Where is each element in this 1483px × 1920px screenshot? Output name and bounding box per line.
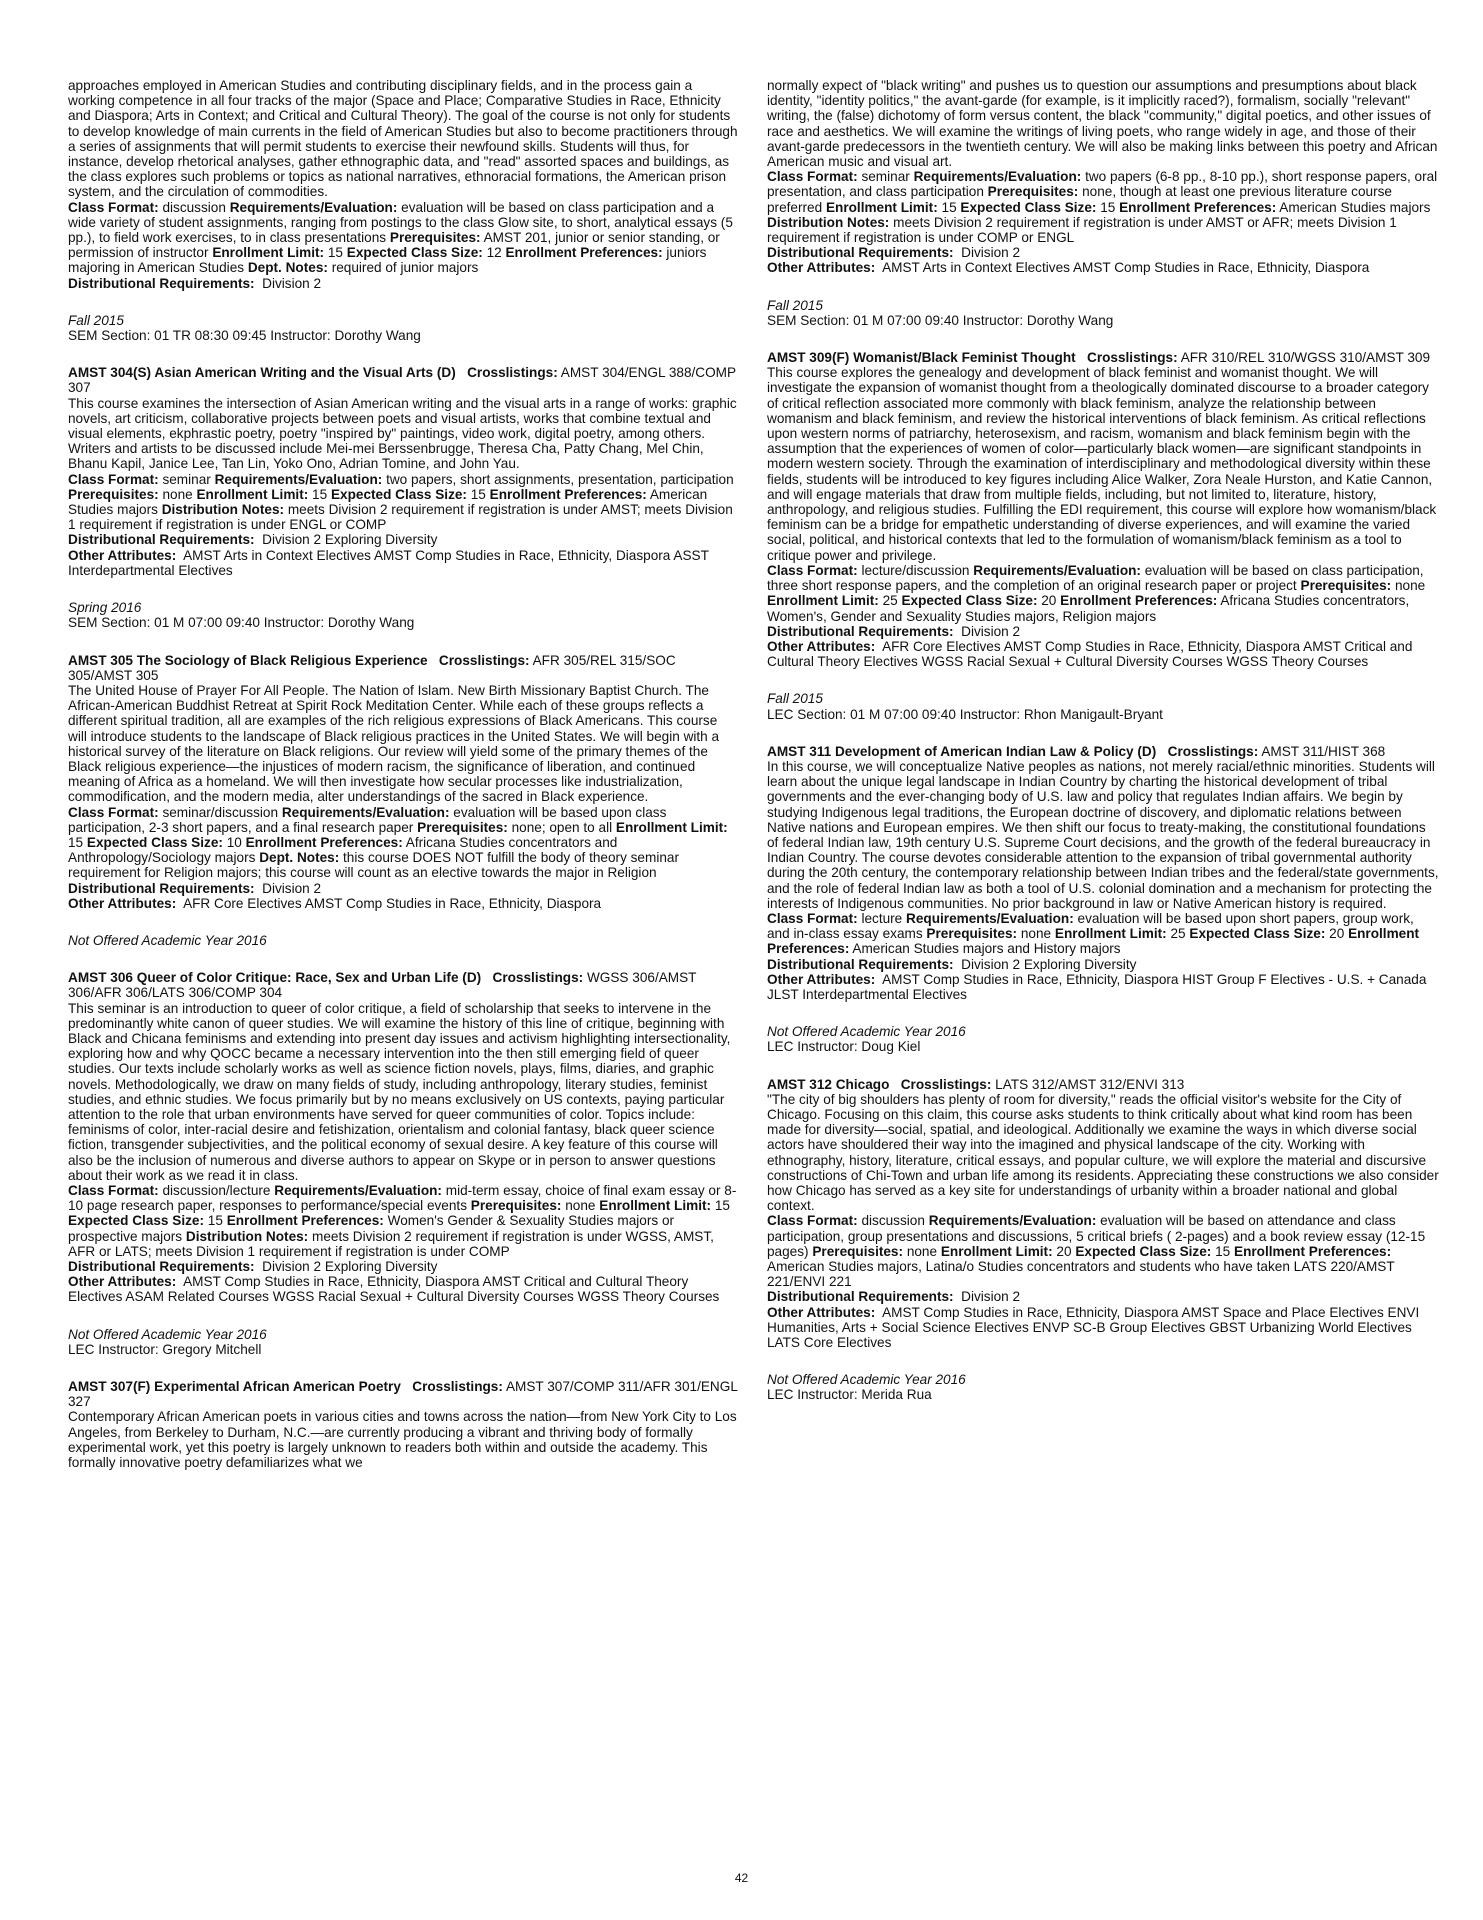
course-entry-amst-309 (767, 350, 1439, 722)
distributional-requirements: Distributional Requirements: Division 2 (767, 623, 1021, 639)
course-title: AMST 306 Queer of Color Critique: Race, Sex and Urban Life (D) Crosslistings: WGSS 306/AMST 306/AFR 306/LATS 306/COMP 304 (68, 970, 697, 1001)
course-title: AMST 305 The Sociology of Black Religious Experience Crosslistings: AFR 305/REL 315/SOC 305/AMST 305 (68, 652, 676, 683)
course-description: This course examines the intersection of Asian American writing and the visual arts in a range of works: graphic novels, art criticism, collaborative projects between poets and visual artists, works that combine textual and visual elements, ekphrastic poetry, poetry "inspired by" paintings, video work, digital poetry, among others. Writers and artists to be discussed include Mei-mei Berssenbrugge, Theresa Cha, Patty Chang, Mel Chin, Bhanu Kapil, Janice Lee, Tan Lin, Yoko Ono, Adrian Tomine, and John Yau. (68, 395, 737, 472)
distributional-requirements: Distributional Requirements: Division 2 Exploring Diversity (68, 1259, 438, 1275)
course-title: AMST 312 Chicago Crosslistings: LATS 312/AMST 312/ENVI 313 (767, 1076, 1185, 1092)
course-entry-continued (68, 78, 738, 343)
page-number: 42 (734, 1871, 749, 1885)
course-entry-amst-306 (68, 970, 738, 1357)
section-line: LEC Instructor: Merida Rua (767, 1387, 932, 1403)
course-details: Class Format: lecture/discussion Requirements/Evaluation: evaluation will be based on class participation, three short response papers, and the completion of an original research paper or project Prerequisites: none Enrollment Limit: 25 Expected Class Size: 20 Enrollment Preferences: Africana Studies concentrators, Women's, Gender and Sexuality Studies majors, Religion majors (767, 562, 1426, 624)
course-entry-amst-312 (767, 1077, 1439, 1403)
other-attributes: Other Attributes: AFR Core Electives AMST Comp Studies in Race, Ethnicity, Diaspora AMST Critical and Cultural Theory Electives WGSS Racial Sexual + Cultural Diversity Courses WGSS Theory Courses (767, 638, 1413, 670)
distributional-requirements: Distributional Requirements: Division 2 (767, 1289, 1021, 1305)
course-details: Class Format: seminar Requirements/Evaluation: two papers, short assignments, presentation, participation Prerequisites: none Enrollment Limit: 15 Expected Class Size: 15 Enrollment Preferences: American Studies majors Distribution Notes: meets Division 2 requirement if registration is under AMST; meets Division 1 requirement if registration is under ENGL or COMP (68, 471, 734, 533)
course-details: Class Format: seminar Requirements/Evaluation: two papers (6-8 pp., 8-10 pp.), short response papers, oral presentation, and class participation Prerequisites: none, though at least one previous literature course preferred Enrollment Limit: 15 Expected Class Size: 15 Enrollment Preferences: American Studies majors Distribution Notes: meets Division 2 requirement if registration is under AMST or AFR; meets Division 1 requirement if registration is under COMP or ENGL (767, 169, 1438, 246)
distributional-requirements: Distributional Requirements: Division 2 (68, 880, 322, 896)
course-title: AMST 309(F) Womanist/Black Feminist Thought Crosslistings: AFR 310/REL 310/WGSS 310/AMST 309 (767, 350, 1431, 366)
term-label: Fall 2015 (767, 297, 823, 313)
section-line: SEM Section: 01 M 07:00 09:40 Instructor: Dorothy Wang (767, 312, 1114, 328)
course-title: AMST 311 Development of American Indian Law & Policy (D) Crosslistings: AMST 311/HIST 368 (767, 743, 1386, 759)
distributional-requirements: Distributional Requirements: Division 2 Exploring Diversity (68, 532, 438, 548)
section-line: SEM Section: 01 M 07:00 09:40 Instructor: Dorothy Wang (68, 615, 415, 631)
course-details: Class Format: discussion Requirements/Evaluation: evaluation will be based on class participation and a wide variety of student assignments, ranging from postings to the class Glow site, to short, analytical essays (5 pp.), to field work exercises, to in class presentations Prerequisites: AMST 201, junior or senior standing, or permission of instructor Enrollment Limit: 15 Expected Class Size: 12 Enrollment Preferences: juniors majoring in American Studies Dept. Notes: required of junior majors (68, 199, 733, 276)
course-entry-amst-305 (68, 653, 738, 949)
section-line: LEC Section: 01 M 07:00 09:40 Instructor: Rhon Manigault-Bryant (767, 706, 1163, 722)
section-line: LEC Instructor: Doug Kiel (767, 1039, 921, 1055)
course-entry-amst-304 (68, 365, 738, 630)
course-description: In this course, we will conceptualize Native peoples as nations, not merely racial/ethnic minorities. Students will learn about the unique legal landscape in Indian Country by charting the historical development of tribal governments and the ever-changing body of U.S. law and policy that regulates Indian affairs. We begin by studying Indigenous legal traditions, the European doctrine of discovery, and diplomatic relations between Native nations and European empires. We then shift our focus to treaty-making, the constitutional foundations of federal Indian law, 19th century U.S. Supreme Court decisions, and the growth of the federal bureaucracy in Indian Country. The course devotes considerable attention to the expansion of tribal governmental authority during the 20th century, the contemporary relationship between Indian tribes and the federal/state governments, and the role of federal Indian law as both a tool of U.S. colonial domination and a mechanism for protecting the interests of Indigenous communities. No prior background in law or Native American history is required. (767, 758, 1439, 911)
course-description: This course explores the genealogy and development of black feminist and womanist thought. We will investigate the expansion of womanist thought from a theologically dominated discourse to a broader category of critical reflection associated more commonly with black feminism, analyze the relationship between womanism and black feminism, and review the historical interventions of black feminism. As critical reflections upon western norms of patriarchy, heterosexism, and racism, womanism and black feminism begin with the assumption that the experiences of women of color—particularly black women—are significant standpoints in modern western society. Through the examination of interdisciplinary and methodological diversity within these fields, students will be introduced to key figures including Alice Walker, Zora Neale Hurston, and Katie Cannon, and will engage materials that draw from multiple fields, including, but not limited to, literature, history, anthropology, and religious studies. Fulfilling the EDI requirement, this course will explore how womanism/black feminism can be a bridge for empathetic understanding of diverse experiences, and will examine the varied social, political, and historical contexts that led to the formulation of womanism/black feminism as a tool to critique power and privilege. (767, 365, 1437, 563)
section-line: LEC Instructor: Gregory Mitchell (68, 1341, 262, 1357)
course-title: AMST 304(S) Asian American Writing and the Visual Arts (D) Crosslistings: AMST 304/ENGL 388/COMP 307 (68, 365, 736, 396)
other-attributes: Other Attributes: AMST Comp Studies in Race, Ethnicity, Diaspora AMST Space and Place Electives ENVI Humanities, Arts + Social Science Electives ENVP SC-B Group Electives GBST Urbanizing World Electives LATS Core Electives (767, 1304, 1420, 1351)
term-label: Not Offered Academic Year 2016 (767, 1024, 966, 1040)
term-label: Not Offered Academic Year 2016 (68, 932, 267, 948)
other-attributes: Other Attributes: AMST Comp Studies in Race, Ethnicity, Diaspora AMST Critical and Cultural Theory Electives ASAM Related Courses WGSS Racial Sexual + Cultural Diversity Courses WGSS Theory Courses (68, 1274, 720, 1305)
section-line: SEM Section: 01 TR 08:30 09:45 Instructor: Dorothy Wang (68, 328, 421, 344)
term-label: Not Offered Academic Year 2016 (767, 1372, 966, 1388)
course-description: Contemporary African American poets in various cities and towns across the nation—from New York City to Los Angeles, from Berkeley to Durham, N.C.—are currently producing a vibrant and thriving body of formally experimental work, yet this poetry is largely unknown to readers both within and outside the academy. This formally innovative poetry defamiliarizes what we (68, 1409, 737, 1471)
course-description: The United House of Prayer For All People. The Nation of Islam. New Birth Missionary Baptist Church. The African-American Buddhist Retreat at Spirit Rock Meditation Center. While each of these groups reflects a different spiritual tradition, all are examples of the rich religious expressions of Black Americans. This course will introduce students to the landscape of Black religious practices in the United States. We will begin with a historical survey of the literature on Black religions. Our review will yield some of the primary themes of the Black religious experience—the injustices of modern racism, the significance of liberation, and continued meaning of Africa as a homeland. We will then investigate how secular processes like industrialization, commodification, and the modern media, alter understandings of the sacred in Black experience. (68, 682, 720, 805)
course-details: Class Format: discussion Requirements/Evaluation: evaluation will be based on attendance and class participation, group presentations and discussions, 5 critical briefs ( 2-pages) and a book review essay (12-15 pages) Prerequisites: none Enrollment Limit: 20 Expected Class Size: 15 Enrollment Preferences: American Studies majors, Latina/o Studies concentrators and students who have taken LATS 220/AMST 221/ENVI 221 (767, 1213, 1426, 1290)
other-attributes: Other Attributes: AMST Arts in Context Electives AMST Comp Studies in Race, Ethnicity, Diaspora ASST Interdepartmental Electives (68, 547, 709, 578)
course-description: "The city of big shoulders has plenty of room for diversity," reads the official visitor's website for the City of Chicago. Focusing on this claim, this course asks students to think critically about what kind room has been made for diversity—social, spatial, and ideological. Additionally we examine the ways in which diverse social actors have shouldered their way into the imagined and physical landscape of the city. Working with ethnography, history, literature, critical essays, and popular culture, we will explore the material and discursive constructions of Chi-Town and urban life among its residents. Appreciating these constructions we also consider how Chicago has served as a key site for understandings of urbanity within a broader national and global context. (767, 1091, 1439, 1214)
course-description: approaches employed in American Studies and contributing disciplinary fields, and in the process gain a working competence in all four tracks of the major (Space and Place; Comparative Studies in Race, Ethnicity and Diaspora; Arts in Context; and Critical and Cultural Theory). The goal of the course is not only for students to develop knowledge of main currents in the field of American Studies but also to become practitioners through a series of assignments that will permit students to exercise their newfound skills. Students will thus, for instance, develop rhetorical analyses, gather ethnographic data, and "read" assorted spaces and buildings, as the class explores such problems or topics as national narratives, ethnoracial formations, the American prison system, and the circulation of commodities. (68, 78, 738, 200)
course-description: This seminar is an introduction to queer of color critique, a field of scholarship that seeks to intervene in the predominantly white canon of queer studies. We will examine the history of this line of critique, beginning with Black and Chicana feminisms and extending into present day issues and activism highlighting intersectionality, exploring how and why QOCC became a necessary intervention into the then still emerging field of queer studies. Our texts include scholarly works as well as science fiction novels, plays, films, diaries, and graphic novels. Methodologically, we draw on many fields of study, including anthropology, literary studies, feminist studies, and ethnic studies. We focus primarily but by no means exclusively on US contexts, paying particular attention to the role that urban environments have served for queer communities of color. Topics include: feminisms of color, inter-racial desire and fetishization, orientalism and colonial fantasy, black queer science fiction, transgender subjectivities, and the political economy of sexual desire. A key feature of this course will also be the inclusion of numerous and diverse authors to appear on Skype or in person to answer questions about their work as we read it in class. (68, 1000, 731, 1183)
term-label: Fall 2015 (767, 691, 823, 707)
course-entry-amst-307 (68, 1379, 738, 1470)
course-details: Class Format: seminar/discussion Requirements/Evaluation: evaluation will be based upon class participation, 2-3 short papers, and a final research paper Prerequisites: none; open to all Enrollment Limit: 15 Expected Class Size: 10 Enrollment Preferences: Africana Studies concentrators and Anthropology/Sociology majors Dept. Notes: this course DOES NOT fulfill the body of theory seminar requirement for Religion majors; this course will count as an elective towards the major in Religion (68, 804, 728, 881)
distributional-requirements: Distributional Requirements: Division 2 Exploring Diversity (767, 956, 1137, 972)
left-column (68, 78, 738, 1470)
course-entry-amst-311 (767, 744, 1439, 1055)
distributional-requirements: Distributional Requirements: Division 2 (767, 245, 1021, 261)
other-attributes: Other Attributes: AMST Comp Studies in Race, Ethnicity, Diaspora HIST Group F Electives - U.S. + Canada JLST Interdepartmental Electives (767, 971, 1427, 1002)
right-column (767, 78, 1439, 1403)
term-label: Not Offered Academic Year 2016 (68, 1326, 267, 1342)
other-attributes: Other Attributes: AFR Core Electives AMST Comp Studies in Race, Ethnicity, Diaspora (68, 895, 602, 911)
term-label: Spring 2016 (68, 600, 142, 616)
distributional-requirements: Distributional Requirements: Division 2 (68, 275, 322, 291)
term-label: Fall 2015 (68, 312, 124, 328)
course-details: Class Format: lecture Requirements/Evaluation: evaluation will be based upon short papers, group work, and in-class essay exams Prerequisites: none Enrollment Limit: 25 Expected Class Size: 20 Enrollment Preferences: American Studies majors and History majors (767, 910, 1420, 957)
course-details: Class Format: discussion/lecture Requirements/Evaluation: mid-term essay, choice of final exam essay or 8-10 page research paper, responses to performance/special events Prerequisites: none Enrollment Limit: 15 Expected Class Size: 15 Enrollment Preferences: Women's Gender & Sexuality Studies majors or prospective majors Distribution Notes: meets Division 2 requirement if registration is under WGSS, AMST, AFR or LATS; meets Division 1 requirement if registration is under COMP (68, 1183, 737, 1259)
other-attributes: Other Attributes: AMST Arts in Context Electives AMST Comp Studies in Race, Ethnicity, Diaspora (767, 260, 1370, 276)
course-description: normally expect of "black writing" and pushes us to question our assumptions and presumptions about black identity, "identity politics," the avant-garde (for example, is it implicitly raced?), formalism, socially "relevant" writing, the (false) dichotomy of form versus content, the black "community," digital poetics, and other issues of race and aesthetics. We will examine the writings of living poets, who range widely in age, and those of their avant-garde predecessors in the twentieth century. We will also be making links between this poetry and African American music and visual art. (767, 78, 1438, 170)
course-title: AMST 307(F) Experimental African American Poetry Crosslistings: AMST 307/COMP 311/AFR 301/ENGL 327 (68, 1379, 738, 1410)
course-entry-amst-307-continued (767, 78, 1439, 328)
